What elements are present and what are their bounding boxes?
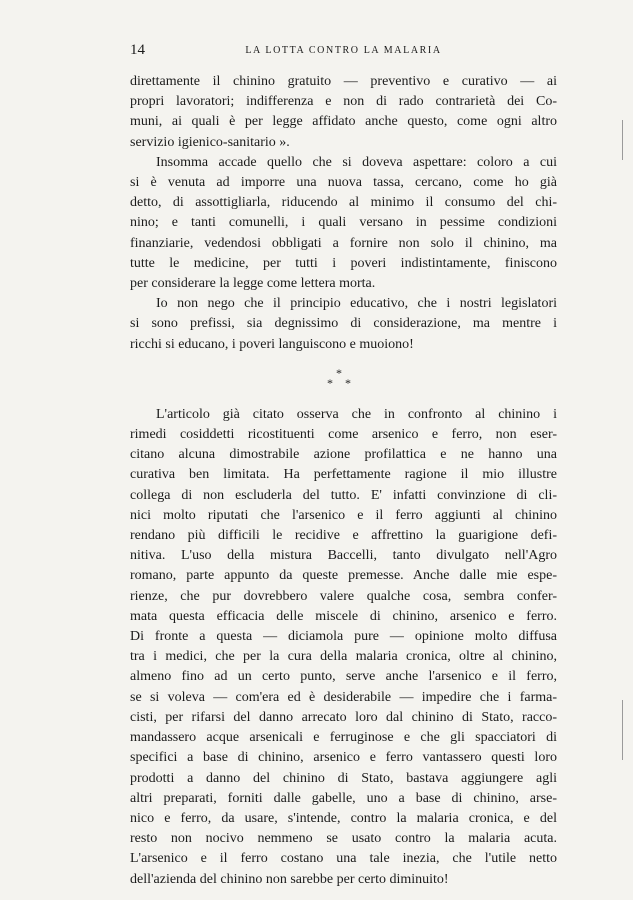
- page-body: [130, 72, 557, 890]
- text-line: rienze, che pur dovrebbero valere qualche cosa, sembra confer-: [130, 588, 557, 604]
- text-line: ricchi si educano, i poveri languiscono e muoiono!: [130, 336, 414, 352]
- text-line: altri preparati, forniti dalle gabelle, uno a base di chinino, arse-: [130, 790, 557, 806]
- section-separator-asterism: [130, 365, 557, 398]
- text-line: muni, ai quali è per legge affidato anche questo, come ogni altro: [130, 114, 557, 130]
- page-edge-mark: [622, 120, 623, 160]
- text-line: direttamente il chinino gratuito — preventivo e curativo — ai: [130, 74, 557, 89]
- text-line: finanziarie, vedendosi obbligati a fornire non solo il chinino, ma: [130, 235, 557, 251]
- text-line: resto non nocivo nemmeno se usato contro la malaria acuta.: [130, 831, 557, 847]
- text-line: detto, di assottigliarla, riducendo al minimo il consumo del chi-: [130, 195, 557, 211]
- text-line: prodotti a danno del chinino di Stato, bastava aggiungere agli: [130, 770, 557, 786]
- page-number: 14: [130, 42, 145, 58]
- text-line: nino; e tanti comunelli, i quali versano in pessime condizioni: [130, 215, 557, 231]
- text-line: almeno fino ad un certo punto, serve anche l'arsenico e il ferro,: [130, 669, 557, 685]
- running-title: LA LOTTA CONTRO LA MALARIA: [245, 45, 442, 56]
- asterisk-glyph: *: [345, 375, 351, 390]
- text-line: cisti, per rifarsi del danno arrecato loro dal chinino di Stato, racco-: [130, 709, 557, 725]
- paragraph-1: [130, 72, 557, 153]
- text-line: Insomma accade quello che si doveva aspettare: coloro a cui: [156, 154, 557, 170]
- page-edge-mark: [622, 700, 623, 760]
- text-line: dell'azienda del chinino non sarebbe per certo diminuito!: [130, 871, 449, 887]
- text-line: si è venuta ad imporre una nuova tassa, cercano, come ho già: [130, 175, 557, 191]
- text-line: L'arsenico e il ferro costano una tale inezia, che l'utile netto: [130, 851, 557, 867]
- text-line: si sono prefissi, sia degnissimo di considerazione, ma mentre i: [130, 316, 557, 332]
- asterisk-glyph: *: [327, 375, 333, 390]
- text-line: rendano più difficili le recidive e affrettino la guarigione defi-: [130, 528, 557, 544]
- paragraph-4: [130, 405, 557, 890]
- text-line: romano, parte appunto da queste premesse. Anche dalle mie espe-: [130, 568, 557, 584]
- text-line: citano alcuna dimostrabile azione profilattica e ne hanno una: [130, 447, 557, 463]
- text-line: propri lavoratori; indifferenza e non di rado contrarietà dei Co-: [130, 94, 557, 110]
- page-header: [130, 42, 557, 60]
- paragraph-3: [130, 294, 557, 355]
- text-line: per considerare la legge come lettera morta.: [130, 276, 376, 292]
- text-line: nitiva. L'uso della mistura Baccelli, tanto divulgato nell'Agro: [130, 548, 557, 564]
- paragraph-2: [130, 153, 557, 294]
- text-line: nico e ferro, da usare, s'intende, contro la malaria cronica, e del: [130, 810, 557, 826]
- text-line: servizio igienico-sanitario ».: [130, 134, 290, 150]
- text-line: rimedi cosiddetti ricostituenti come arsenico e ferro, non eser-: [130, 427, 557, 443]
- text-line: tra i medici, che per la cura della malaria cronica, oltre al chinino,: [130, 649, 557, 665]
- asterisk-glyph: *: [336, 365, 342, 380]
- text-line: nici molto riputati che l'arsenico e il ferro aggiunti al chinino: [130, 507, 557, 523]
- text-line: Io non nego che il principio educativo, che i nostri legislatori: [156, 296, 557, 312]
- text-line: tutte le medicine, per tutti i poveri indistintamente, finiscono: [130, 255, 557, 271]
- text-line: specifici a base di chinino, arsenico e ferro vantassero questi loro: [130, 750, 557, 766]
- text-line: mata questa efficacia delle miscele di chinino, arsenico e ferro.: [130, 608, 557, 624]
- text-line: L'articolo già citato osserva che in confronto al chinino i: [156, 406, 557, 422]
- text-line: curativa ben limitata. Ha perfettamente ragione il mio illustre: [130, 467, 557, 483]
- text-line: Di fronte a questa — diciamola pure — opinione molto diffusa: [130, 629, 557, 645]
- text-line: se si voleva — com'era ed è desiderabile — impedire che i farma-: [130, 689, 557, 705]
- text-line: collega di non escluderla del tutto. E' infatti convinzione di cli-: [130, 487, 557, 503]
- text-line: mandassero acque arsenicali e ferruginose e che gli spacciatori di: [130, 730, 557, 746]
